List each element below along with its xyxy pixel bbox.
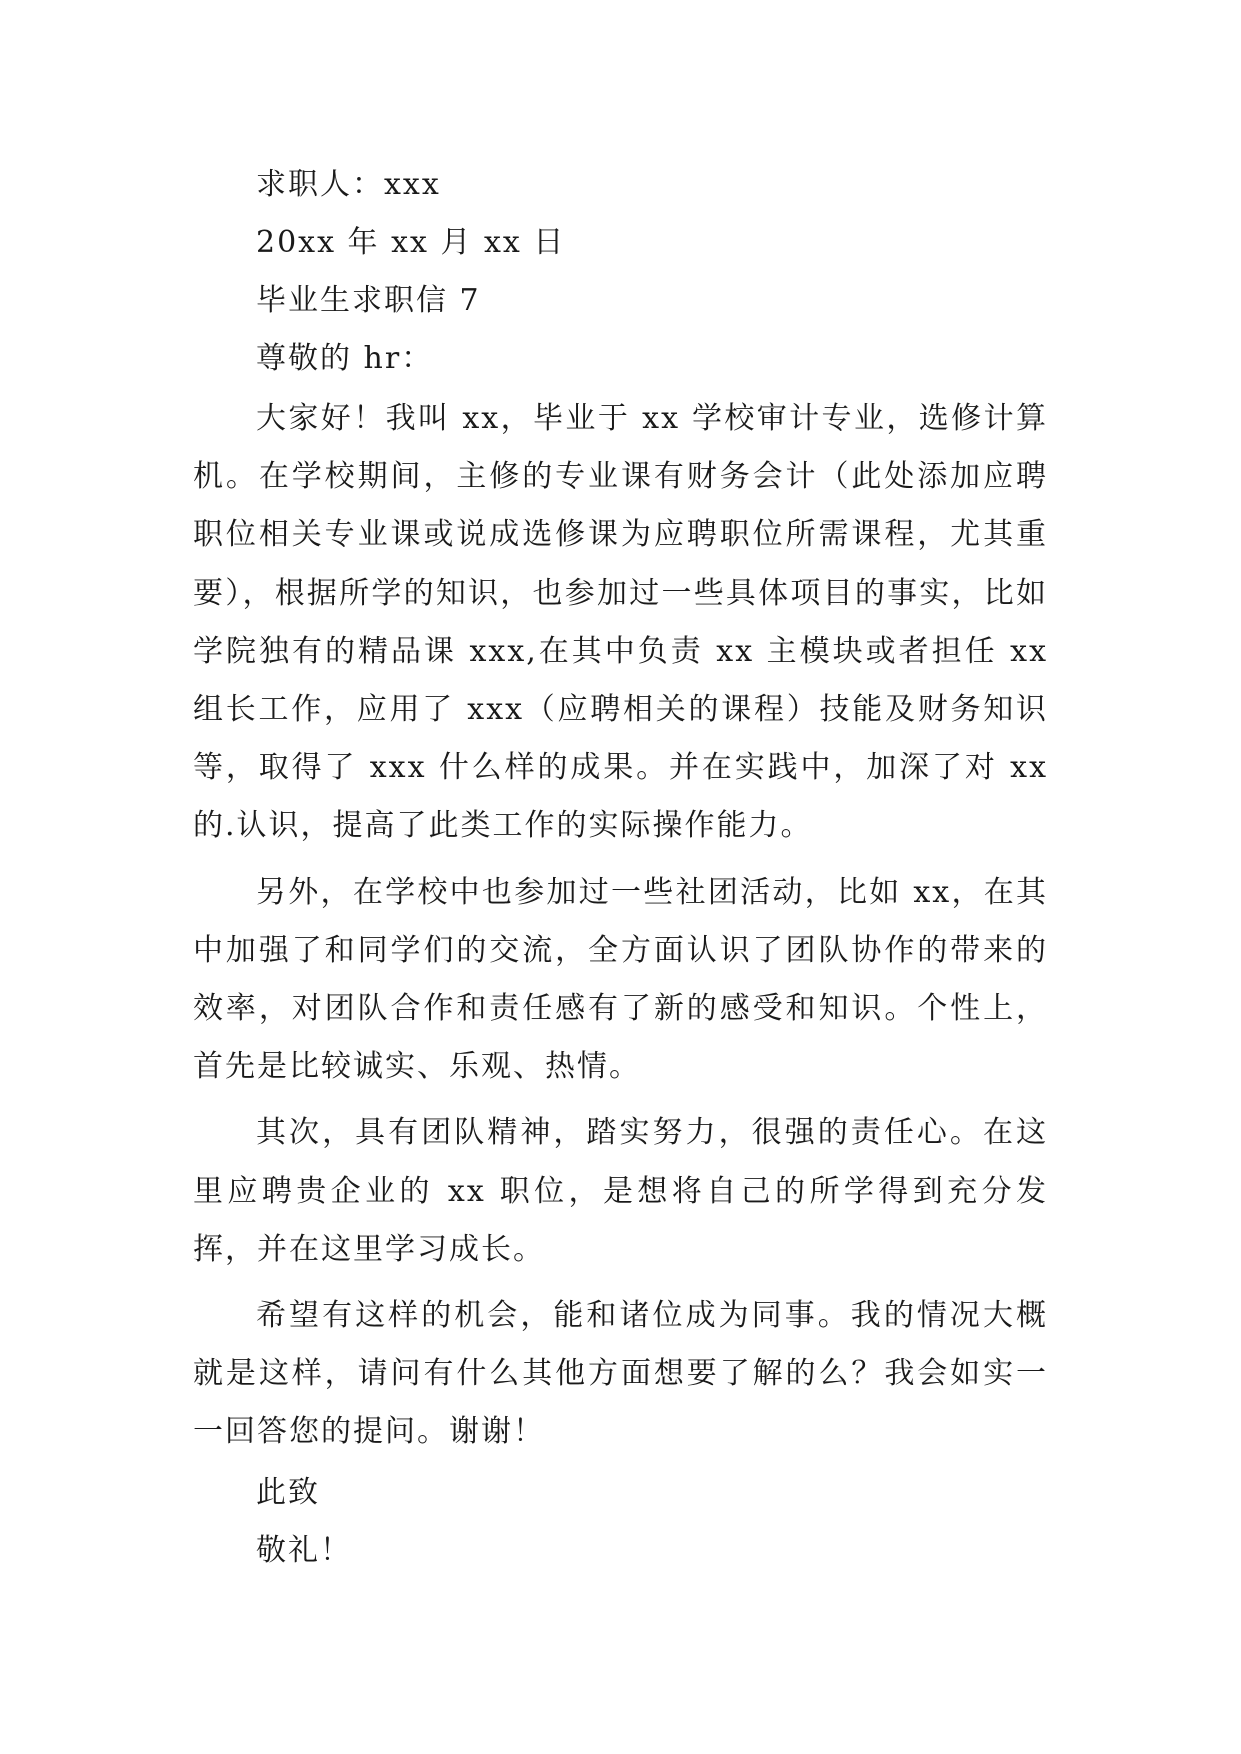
letter-body: [193, 156, 1048, 1580]
closing-phrase: 此致: [256, 1474, 320, 1510]
date-line: 20xx 年 xx 月 xx 日: [256, 225, 566, 260]
paragraph-activities: 另外，在学校中也参加过一些社团活动，比如 xx，在其中加强了和同学们的交流，全方面认识了团队协作的带来的效率，对团队合作和责任感有了新的感受和知识。个性上，首先是比较诚实、乐观、热情。: [193, 874, 1048, 1085]
applicant-line: 求职人：xxx: [256, 167, 441, 202]
closing-salute: 敬礼！: [256, 1532, 352, 1568]
paragraph-introduction: 大家好！我叫 xx，毕业于 xx 学校审计专业，选修计算机。在学校期间，主修的专业课有财务会计（此处添加应聘职位相关专业课或说成选修课为应聘职位所需课程，尤其重要），根据所学的知识，也参加过一些具体项目的事实，比如学院独有的精品课 xxx,在其中负责 xx 主模块或者担任 xx 组长工作，应用了 xxx（应聘相关的课程）技能及财务知识等，取得了 xxx 什么样的成果。并在实践中，加深了对 xx 的.认识，提高了此类工作的实际操作能力。: [193, 401, 1048, 844]
paragraph-strengths: 其次，具有团队精神，踏实努力，很强的责任心。在这里应聘贵企业的 xx 职位，是想将自己的所学得到充分发挥，并在这里学习成长。: [193, 1115, 1048, 1267]
paragraph-closing-remarks: 希望有这样的机会，能和诸位成为同事。我的情况大概就是这样，请问有什么其他方面想要了解的么？我会如实一一回答您的提问。谢谢！: [193, 1298, 1048, 1450]
letter-title: 毕业生求职信 7: [256, 283, 481, 318]
salutation: 尊敬的 hr：: [256, 341, 434, 376]
